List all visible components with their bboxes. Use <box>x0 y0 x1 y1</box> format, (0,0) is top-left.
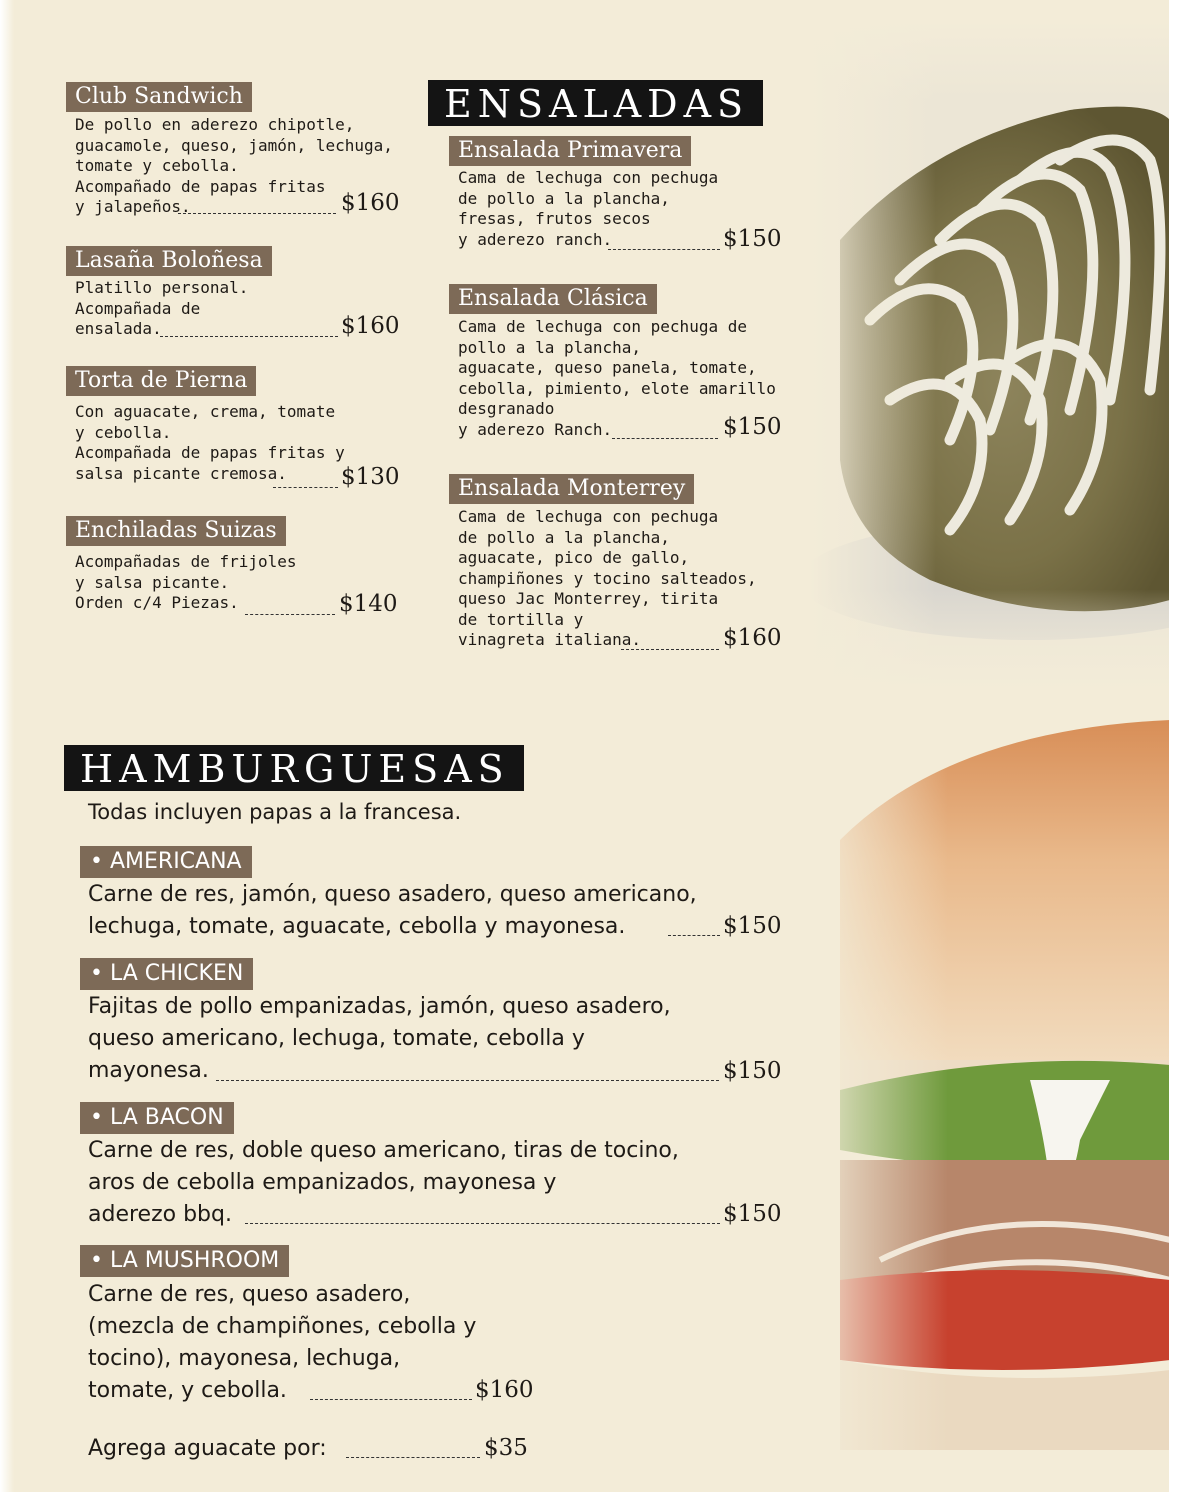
burger-price-la-mushroom: $160 <box>475 1377 534 1403</box>
price-leader <box>310 1398 472 1400</box>
item-title-ensalada-monterrey: Ensalada Monterrey <box>449 474 694 504</box>
burger-desc-la-mushroom: Carne de res, queso asadero, (mezcla de champiñones, cebolla y tocino), mayonesa, lechuga, tomate, y cebolla. <box>88 1282 477 1403</box>
item-price-torta: $130 <box>341 464 400 490</box>
section-title-hamburguesas: HAMBURGUESAS <box>64 745 524 791</box>
burger-desc-americana: Carne de res, jamón, queso asadero, queso americano, lechuga, tomate, aguacate, cebolla y mayonesa. <box>88 882 697 939</box>
price-leader <box>160 335 338 337</box>
burger-desc-la-chicken: Fajitas de pollo empanizadas, jamón, queso asadero, queso americano, lechuga, tomate, cebolla y mayonesa. <box>88 994 671 1083</box>
price-leader <box>178 212 336 214</box>
item-desc-ensalada-primavera: Cama de lechuga con pechuga de pollo a la plancha, fresas, frutos secos y aderezo ranch. <box>458 168 719 249</box>
section-title-ensaladas: ENSALADAS <box>428 80 763 126</box>
item-price-ensalada-monterrey: $160 <box>723 625 782 651</box>
price-leader <box>216 1079 719 1081</box>
item-desc-lasana: Platillo personal. Acompañada de ensalada. <box>75 278 249 338</box>
item-title-lasana: Lasaña Boloñesa <box>66 246 272 276</box>
item-desc-enchiladas: Acompañadas de frijoles y salsa picante. Orden c/4 Piezas. <box>75 552 297 612</box>
burger-title-americana: • AMERICANA <box>80 846 252 878</box>
burger-title-la-mushroom: • LA MUSHROOM <box>80 1245 289 1277</box>
item-title-ensalada-clasica: Ensalada Clásica <box>449 284 657 314</box>
price-leader <box>608 248 720 250</box>
item-price-enchiladas: $140 <box>339 591 398 617</box>
price-leader <box>245 613 335 615</box>
page-right-edge <box>1169 0 1179 1492</box>
price-leader <box>346 1456 480 1458</box>
item-price-ensalada-primavera: $150 <box>723 226 782 252</box>
item-price-ensalada-clasica: $150 <box>723 414 782 440</box>
burgers-intro: Todas incluyen papas a la francesa. <box>88 800 462 824</box>
burger-price-americana: $150 <box>723 913 782 939</box>
item-desc-ensalada-monterrey: Cama de lechuga con pechuga de pollo a la plancha, aguacate, pico de gallo, champiñones y tocino salteados, queso Jac Monterrey, tirita de tortilla y vinagreta italiana. <box>458 507 757 649</box>
addon-label: Agrega aguacate por: <box>88 1436 327 1461</box>
item-desc-club-sandwich: De pollo en aderezo chipotle, guacamole, queso, jamón, lechuga, tomate y cebolla. Acompañado de papas fritas y jalapeños. <box>75 115 393 216</box>
burger-title-la-chicken: • LA CHICKEN <box>80 958 253 990</box>
addon-price: $35 <box>484 1435 528 1461</box>
page-edge <box>0 0 14 1492</box>
enchiladas-photo <box>810 20 1170 690</box>
price-leader <box>612 437 718 439</box>
item-title-club-sandwich: Club Sandwich <box>66 82 252 112</box>
price-leader <box>621 648 719 650</box>
item-desc-ensalada-clasica: Cama de lechuga con pechuga de pollo a la plancha, aguacate, queso panela, tomate, cebolla, pimiento, elote amarillo desgranado y aderezo Ranch. <box>458 317 776 439</box>
price-leader <box>273 486 338 488</box>
item-title-ensalada-primavera: Ensalada Primavera <box>449 136 691 166</box>
price-leader <box>245 1222 720 1224</box>
item-desc-torta: Con aguacate, crema, tomate y cebolla. Acompañada de papas fritas y salsa picante cremosa. <box>75 402 345 483</box>
item-title-enchiladas: Enchiladas Suizas <box>66 516 286 546</box>
item-title-torta: Torta de Pierna <box>66 366 256 396</box>
burger-price-la-chicken: $150 <box>723 1058 782 1084</box>
burger-desc-la-bacon: Carne de res, doble queso americano, tiras de tocino, aros de cebolla empanizados, mayonesa y aderezo bbq. <box>88 1138 679 1227</box>
price-leader <box>668 934 720 936</box>
item-price-club-sandwich: $160 <box>341 190 400 216</box>
item-price-lasana: $160 <box>341 313 400 339</box>
sandwich-photo <box>800 720 1170 1450</box>
burger-price-la-bacon: $150 <box>723 1201 782 1227</box>
burger-title-la-bacon: • LA BACON <box>80 1102 234 1134</box>
